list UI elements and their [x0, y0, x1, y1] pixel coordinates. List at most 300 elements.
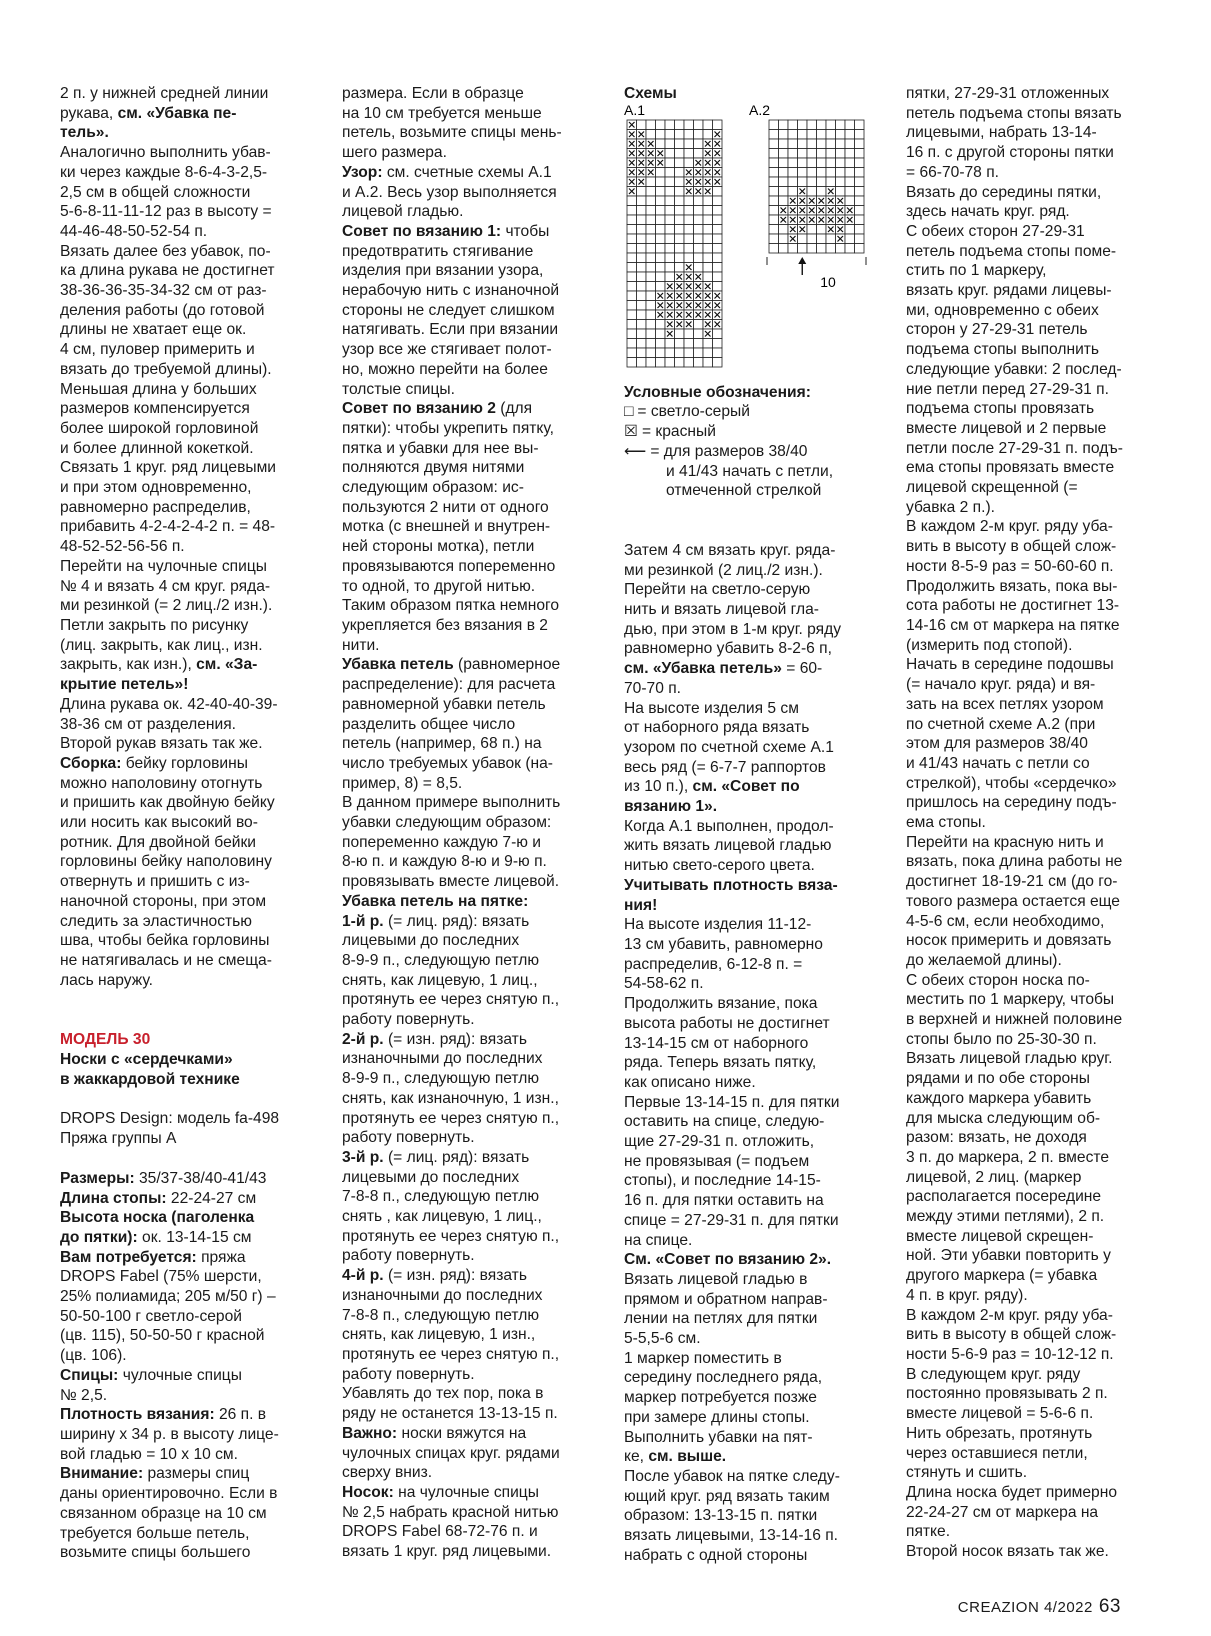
- chart-a1-cell: [675, 348, 685, 358]
- chart-a1-cell: [703, 205, 713, 215]
- text-line: [60, 675, 318, 695]
- chart-a1-cell: [656, 272, 666, 282]
- text-line: [342, 813, 600, 833]
- chart-a1-cell: [675, 243, 685, 253]
- text-line: [906, 596, 1164, 616]
- empty-cell-icon: □: [624, 403, 634, 421]
- text-line: [60, 715, 318, 735]
- legend-item: [624, 402, 886, 422]
- text-line: [342, 1503, 600, 1523]
- text-line: [60, 104, 318, 124]
- text-run: пряжа: [201, 1248, 246, 1266]
- chart-a2-cell: [855, 186, 865, 196]
- chart-a1-cell: [627, 310, 637, 320]
- chart-a2-cell: [769, 148, 779, 158]
- text-line: [342, 892, 600, 912]
- chart-a1-cell: [656, 357, 666, 367]
- chart-a1-cell: [637, 281, 647, 291]
- text-line: [624, 758, 886, 778]
- chart-a1-cell: [627, 234, 637, 244]
- bold-run: 1-й р.: [342, 912, 388, 930]
- text-line: [60, 596, 318, 616]
- text-run: нерабочую нить с изнаночной: [342, 282, 560, 300]
- text-line: [342, 695, 600, 715]
- chart-a2-cell: [779, 186, 789, 196]
- text-run: ширину х 34 р. в высоту лице-: [60, 1426, 279, 1443]
- text-line: [624, 1132, 886, 1152]
- text-line: [906, 1463, 1164, 1483]
- text-line: [624, 797, 886, 817]
- text-line: [906, 1010, 1164, 1030]
- chart-a2-cell: [788, 167, 798, 177]
- text-run: полняются двумя нитями: [342, 459, 525, 477]
- text-run: работу повернуть.: [342, 1365, 475, 1383]
- text-line: [342, 912, 600, 932]
- text-run: подъема стопы провязать: [906, 400, 1095, 418]
- text-line: [60, 912, 318, 932]
- chart-a1-cell: [665, 253, 675, 263]
- text-line: [60, 1267, 318, 1287]
- text-column-4: [906, 84, 1164, 1562]
- text-run: На высоте изделия 5 см: [624, 699, 799, 717]
- text-line: [60, 498, 318, 518]
- text-run: 7-8-8 п., следующую петлю: [342, 1188, 540, 1206]
- text-run: = 60-: [786, 660, 823, 678]
- text-line: [906, 419, 1164, 439]
- text-run: разделить общее число: [342, 715, 516, 733]
- bold-run: Длина стопы:: [60, 1189, 171, 1207]
- text-line: [624, 896, 886, 916]
- text-run: чулочные спицы: [122, 1366, 242, 1384]
- chart-a1-cell: [684, 120, 694, 130]
- chart-a1-cell: [713, 348, 723, 358]
- chart-a2-cell: [769, 215, 779, 225]
- chart-a2-cell: [769, 120, 779, 130]
- text-line: [342, 143, 600, 163]
- text-line: [624, 994, 886, 1014]
- text-run: сторон у 27-29-31 петель: [906, 321, 1088, 339]
- chart-a2-cell: [798, 158, 808, 168]
- text-run: протянуть ее через снятую п.,: [342, 1227, 560, 1245]
- text-line: [624, 1014, 886, 1034]
- text-run: 38-36 см от разделения.: [60, 715, 236, 733]
- chart-a1-cell: [637, 272, 647, 282]
- text-line: [60, 143, 318, 163]
- chart-a1-cell: [713, 215, 723, 225]
- chart-a1-cell: [665, 262, 675, 272]
- text-run: протянуть ее через снятую п.,: [342, 991, 560, 1009]
- chart-a2-cell: [788, 120, 798, 130]
- chart-a1-cell: [637, 253, 647, 263]
- text-line: [342, 1128, 600, 1148]
- text-line: [906, 852, 1164, 872]
- chart-a2-cell: [779, 196, 789, 206]
- text-line: [342, 498, 600, 518]
- text-line: [342, 1148, 600, 1168]
- text-line: [624, 1152, 886, 1172]
- text-run: пятки): чтобы укрепить пятку,: [342, 419, 554, 437]
- text-run: не провязывая (= подъем: [624, 1152, 810, 1170]
- text-line: [342, 557, 600, 577]
- text-line: [60, 478, 318, 498]
- text-line: [906, 951, 1164, 971]
- text-run: и 41/43 начать с петли со: [906, 754, 1090, 772]
- text-line: [624, 1034, 886, 1054]
- text-line: [60, 754, 318, 774]
- chart-a1-cell: [646, 338, 656, 348]
- chart-a1-cell: [694, 196, 704, 206]
- text-run: 7-8-8 п., следующую петлю: [342, 1306, 540, 1324]
- text-line: [342, 478, 600, 498]
- text-run: оставить на спице, следую-: [624, 1113, 825, 1131]
- text-run: укрепляется без вязания в 2: [342, 616, 548, 634]
- text-run: прибавить 4-2-4-2-4-2 п. = 48-: [60, 518, 276, 536]
- text-run: разом: вязать, не доходя: [906, 1129, 1087, 1147]
- text-line: [342, 754, 600, 774]
- chart-a1-cell: [694, 253, 704, 263]
- text-line: [624, 580, 886, 600]
- chart-a1-cell: [646, 319, 656, 329]
- text-line: [342, 1404, 600, 1424]
- chart-a1-cell: [646, 177, 656, 187]
- legend-title: Условные обозначения:: [624, 383, 811, 401]
- text-run: На высоте изделия 11-12-: [624, 916, 812, 934]
- text-run: провязываются попеременно: [342, 557, 556, 575]
- text-run: подъема стопы выполнить: [906, 341, 1100, 359]
- text-line: [906, 1365, 1164, 1385]
- text-line: [60, 1169, 318, 1189]
- chart-a1-cell: [665, 234, 675, 244]
- text-run: щие 27-29-31 п. отложить,: [624, 1133, 815, 1151]
- text-line: [624, 1191, 886, 1211]
- text-line: [342, 1207, 600, 1227]
- chart-a2-cell: [769, 205, 779, 215]
- text-run: Начать в середине подошвы: [906, 656, 1114, 674]
- text-run: Убавлять до тех пор, пока в: [342, 1385, 544, 1403]
- text-run: Перейти на красную нить и: [906, 833, 1104, 851]
- text-run: пример, 8) = 8,5.: [342, 774, 463, 792]
- text-run: 48-52-52-56-56 п.: [60, 538, 185, 556]
- chart-a2-cell: [845, 148, 855, 158]
- text-run: сверху вниз.: [342, 1464, 433, 1482]
- text-run: размера. Если в образце: [342, 85, 524, 102]
- bold-run: Сборка:: [60, 754, 126, 772]
- text-run: жить вязать лицевой гладью: [624, 837, 832, 855]
- text-run: Вязать далее без убавок, по-: [60, 242, 271, 260]
- text-run: ми резинкой (2 лиц./2 изн.).: [624, 561, 823, 579]
- text-run: ротник. Для двойной бейки: [60, 833, 256, 851]
- text-run: 4 см, пуловер примерить и: [60, 341, 255, 359]
- chart-a2-cell: [817, 186, 827, 196]
- text-run: Нить обрезать, протянуть: [906, 1424, 1093, 1442]
- chart-a2-cell: [845, 186, 855, 196]
- text-run: провязывать вместе лицевой.: [342, 873, 560, 891]
- chart-a1-cell: [627, 281, 637, 291]
- chart-a2-cell: [807, 186, 817, 196]
- text-line: [906, 557, 1164, 577]
- chart-a1-cell: [713, 243, 723, 253]
- text-line: [342, 1089, 600, 1109]
- text-run: можно наполовину отогнуть: [60, 774, 263, 792]
- text-run: на 10 см требуется меньше: [342, 104, 542, 122]
- charts-graphic: [624, 104, 886, 369]
- text-run: и более длинной кокеткой.: [60, 439, 254, 457]
- text-line: [906, 537, 1164, 557]
- chart-a1-cell: [627, 243, 637, 253]
- text-line: [342, 1306, 600, 1326]
- text-run: 14-16 см от маркера на пятке: [906, 616, 1120, 634]
- chart-a1-cell: [665, 338, 675, 348]
- text-line: [342, 419, 600, 439]
- text-run: С обеих сторон носка по-: [906, 971, 1090, 989]
- page-footer: [958, 1596, 1121, 1618]
- bold-run: 4-й р.: [342, 1267, 388, 1285]
- chart-a1-cell: [656, 348, 666, 358]
- text-run: пятке.: [906, 1523, 951, 1541]
- chart-a1-cell: [656, 167, 666, 177]
- text-run: ок. 13-14-15 см: [142, 1228, 252, 1246]
- chart-a1-cell: [637, 205, 647, 215]
- text-run: и при этом одновременно,: [60, 479, 252, 497]
- chart-a2-cell: [798, 148, 808, 158]
- chart-a2-cell: [769, 139, 779, 149]
- chart-a1-cell: [646, 120, 656, 130]
- text-run: (цв. 115), 50-50-50 г красной: [60, 1327, 265, 1345]
- text-line: [60, 1386, 318, 1406]
- text-line: [624, 1388, 886, 1408]
- chart-a2-cell: [807, 234, 817, 244]
- text-run: но, можно перейти на более: [342, 360, 548, 378]
- text-line: [60, 281, 318, 301]
- bold-run: до пятки):: [60, 1228, 143, 1246]
- chart-a1-cell: [637, 186, 647, 196]
- chart-a2-cell: [845, 167, 855, 177]
- text-line: [906, 1030, 1164, 1050]
- text-run: Петли закрыть по рисунку: [60, 616, 249, 634]
- text-column-2: [342, 84, 600, 1562]
- text-line: [906, 320, 1164, 340]
- text-run: нить и вязать лицевой гла-: [624, 601, 819, 619]
- chart-a1-cell: [684, 329, 694, 339]
- text-run: вместе лицевой скрещен-: [906, 1227, 1094, 1245]
- chart-a1-cell: [656, 329, 666, 339]
- text-line: [342, 320, 600, 340]
- text-line: [906, 360, 1164, 380]
- chart-a1-cell: [675, 167, 685, 177]
- legend-cont-1: и 41/43 начать с петли,: [666, 462, 834, 480]
- chart-a2-cell: [845, 196, 855, 206]
- chart-a2-cell: [798, 234, 808, 244]
- text-line: [60, 123, 318, 143]
- col3-text: [624, 541, 886, 1566]
- text-run: рукава,: [60, 104, 118, 122]
- text-line: [906, 380, 1164, 400]
- text-run: протянуть ее через снятую п.,: [342, 1346, 560, 1363]
- text-run: петель, возьмите спицы мень-: [342, 124, 562, 142]
- text-line: [60, 1248, 318, 1268]
- text-run: ки через каждые 8-6-4-3-2,5-: [60, 163, 268, 181]
- text-run: (= лиц. ряд): вязать: [387, 1148, 530, 1166]
- chart-a1-cell: [684, 224, 694, 234]
- chart-a1-cell: [675, 148, 685, 158]
- bold-run: см. «Убавка петель»: [624, 660, 787, 678]
- text-line: [342, 872, 600, 892]
- bold-run: Совет по вязанию 2: [342, 400, 501, 418]
- text-run: работу повернуть.: [342, 1011, 475, 1029]
- chart-a1-cell: [646, 348, 656, 358]
- text-run: вязать, пока длина работы не: [906, 853, 1123, 871]
- text-line: [60, 1307, 318, 1327]
- text-run: ка длина рукава не достигнет: [60, 262, 275, 280]
- text-line: [342, 163, 600, 183]
- chart-a1-cell: [694, 348, 704, 358]
- text-line: [624, 1487, 886, 1507]
- chart-a1-cell: [694, 243, 704, 253]
- chart-a2-cell: [826, 148, 836, 158]
- text-line: [624, 1250, 886, 1270]
- text-line: [906, 301, 1164, 321]
- chart-a1-cell: [656, 139, 666, 149]
- text-line: [906, 1069, 1164, 1089]
- text-line: [624, 1211, 886, 1231]
- chart-a2-cell: [817, 120, 827, 130]
- text-line: [342, 577, 600, 597]
- chart-a2-cell: [788, 148, 798, 158]
- text-line: [60, 202, 318, 222]
- text-run: бейку горловины: [125, 754, 248, 772]
- chart-a1-cell: [637, 338, 647, 348]
- text-line: [342, 360, 600, 380]
- legend-item: [624, 422, 886, 442]
- text-run: 13-14-15 см от наборного: [624, 1034, 809, 1052]
- text-line: [342, 715, 600, 735]
- text-run: этом для размеров 38/40: [906, 735, 1088, 753]
- text-line: [624, 935, 886, 955]
- text-run: = 66-70-78 п.: [906, 163, 999, 181]
- text-run: маркер потребуется позже: [624, 1389, 817, 1407]
- chart-a1-cell: [627, 329, 637, 339]
- text-line: [624, 1231, 886, 1251]
- chart-a2-cell: [779, 167, 789, 177]
- chart-a1-cell: [665, 224, 675, 234]
- chart-a2-cell: [817, 234, 827, 244]
- legend-text: = светло-серый: [637, 403, 750, 421]
- text-run: Связать 1 круг. ряд лицевыми: [60, 459, 276, 477]
- text-run: лась наружу.: [60, 971, 153, 989]
- text-run: (измерить под стопой).: [906, 636, 1073, 654]
- chart-a2-width-label: 10: [820, 273, 836, 290]
- text-run: попеременно каждую 7-ю и: [342, 833, 541, 851]
- text-line: [342, 616, 600, 636]
- legend-text: = красный: [641, 423, 716, 441]
- text-run: для мыска следующим об-: [906, 1109, 1101, 1127]
- chart-a2-cell: [817, 224, 827, 234]
- chart-a2-cell: [769, 158, 779, 168]
- text-run: С обеих сторон 27-29-31: [906, 222, 1085, 240]
- chart-a2-cell: [855, 224, 865, 234]
- text-run: стрелкой), чтобы «сердечко»: [906, 774, 1117, 792]
- chart-a2-cell: [845, 224, 855, 234]
- chart-a1-cell: [627, 319, 637, 329]
- text-line: [906, 517, 1164, 537]
- bold-run: Плотность вязания:: [60, 1406, 219, 1424]
- chart-a2-cell: [817, 148, 827, 158]
- chart-a1-cell: [646, 234, 656, 244]
- chart-a2-cell: [807, 129, 817, 139]
- chart-a1-cell: [627, 357, 637, 367]
- chart-a1-cell: [684, 338, 694, 348]
- text-run: 25% полиамида; 205 м/50 г) –: [60, 1288, 276, 1306]
- text-line: [624, 1349, 886, 1369]
- chart-a1-cell: [637, 262, 647, 272]
- text-run: следить за эластичностью: [60, 912, 252, 930]
- chart-a1-cell: [656, 243, 666, 253]
- text-line: [60, 1346, 318, 1366]
- text-run: (цв. 106).: [60, 1347, 127, 1365]
- text-run: прямом и обратном направ-: [624, 1290, 828, 1308]
- text-run: лицевой гладью.: [342, 203, 464, 221]
- chart-a2-cell: [855, 120, 865, 130]
- text-line: [342, 931, 600, 951]
- text-run: ке,: [624, 1448, 649, 1466]
- chart-a2-cell: [855, 148, 865, 158]
- text-line: [60, 1070, 318, 1090]
- text-run: нити.: [342, 636, 380, 654]
- text-line: [60, 1524, 318, 1544]
- text-run: мотка (с внешней и внутрен-: [342, 518, 551, 536]
- chart-a1-cell: [703, 253, 713, 263]
- text-line: [342, 833, 600, 853]
- chart-a1-cell: [694, 357, 704, 367]
- bold-run: Важно:: [342, 1424, 402, 1442]
- text-line: [624, 1447, 886, 1467]
- text-line: [60, 892, 318, 912]
- chart-a2-cell: [855, 177, 865, 187]
- chart-a2-cell: [836, 177, 846, 187]
- text-run: Вязать до середины пятки,: [906, 183, 1102, 201]
- text-line: [342, 734, 600, 754]
- text-line: [342, 183, 600, 203]
- arrow-left-icon: ⟵: [624, 442, 647, 460]
- text-run: и А.2. Весь узор выполняется: [342, 183, 557, 201]
- text-line: [624, 1290, 886, 1310]
- text-line: [60, 872, 318, 892]
- chart-a1-cell: [665, 120, 675, 130]
- text-run: до желаемой длины).: [906, 951, 1062, 969]
- text-line: [60, 636, 318, 656]
- text-run: как описано ниже.: [624, 1073, 756, 1091]
- chart-a1-cell: [694, 120, 704, 130]
- text-run: снять, как лицевую, 1 лиц.,: [342, 971, 538, 989]
- chart-a2-cell: [817, 158, 827, 168]
- chart-a1-cell: [646, 281, 656, 291]
- text-run: 2 п. у нижней средней линии: [60, 85, 269, 102]
- chart-a2-cell: [788, 177, 798, 187]
- text-run: набрать с одной стороны: [624, 1546, 808, 1564]
- chart-a2-cell: [779, 243, 789, 253]
- text-run: равномерно распределив,: [60, 498, 251, 516]
- chart-a2-cell: [769, 234, 779, 244]
- chart-a2-cell: [779, 234, 789, 244]
- text-run: деления работы (до готовой: [60, 301, 265, 319]
- chart-a2-cell: [855, 215, 865, 225]
- chart-a1-cell: [703, 348, 713, 358]
- legend-cont-2: отмеченной стрелкой: [666, 482, 822, 500]
- chart-a2-cell: [798, 177, 808, 187]
- text-line: [342, 1365, 600, 1385]
- text-run: образом: 13-13-15 п. пятки: [624, 1507, 818, 1525]
- text-line: [906, 774, 1164, 794]
